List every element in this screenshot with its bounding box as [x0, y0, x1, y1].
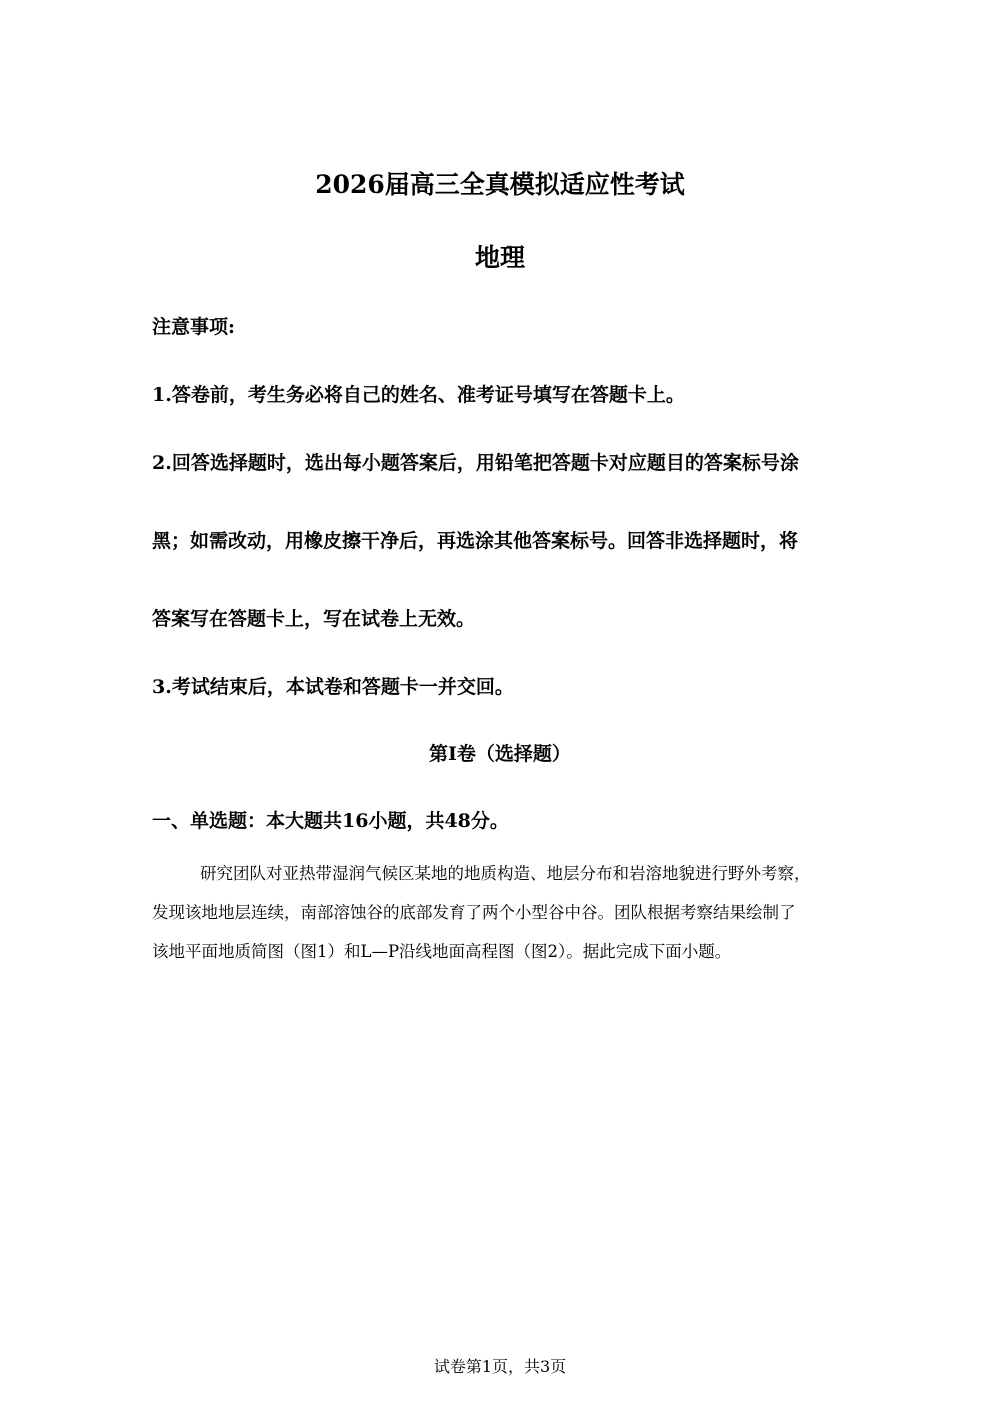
volume-title: 第I卷（选择题） — [429, 743, 571, 765]
subject-title: 地理 — [474, 243, 525, 272]
passage-line: 研究团队对亚热带湿润气候区某地的地质构造、地层分布和岩溶地貌进行野外考察， — [200, 864, 811, 883]
passage-line: 发现该地地层连续，南部溶蚀谷的底部发育了两个小型谷中谷。团队根据考察结果绘制了 — [152, 903, 796, 922]
notice-line: 答案写在答题卡上，写在试卷上无效。 — [152, 608, 476, 630]
page-footer: 试卷第1页，共3页 — [433, 1357, 567, 1376]
notice-heading: 注意事项: — [152, 316, 236, 338]
notice-line: 2.回答选择题时，选出每小题答案后，用铅笔把答题卡对应题目的答案标号涂 — [152, 452, 799, 474]
notice-line: 1.答卷前，考生务必将自己的姓名、准考证号填写在答题卡上。 — [152, 384, 685, 406]
part-title: 一、单选题：本大题共16小题，共48分。 — [152, 810, 509, 832]
notice-line: 黑；如需改动，用橡皮擦干净后，再选涂其他答案标号。回答非选择题时，将 — [152, 530, 799, 552]
exam-title: 2026届高三全真模拟适应性考试 — [315, 170, 685, 199]
passage-line: 该地平面地质简图（图1）和L—P沿线地面高程图（图2）。据此完成下面小题。 — [152, 942, 732, 961]
notice-line: 3.考试结束后，本试卷和答题卡一并交回。 — [152, 676, 514, 698]
